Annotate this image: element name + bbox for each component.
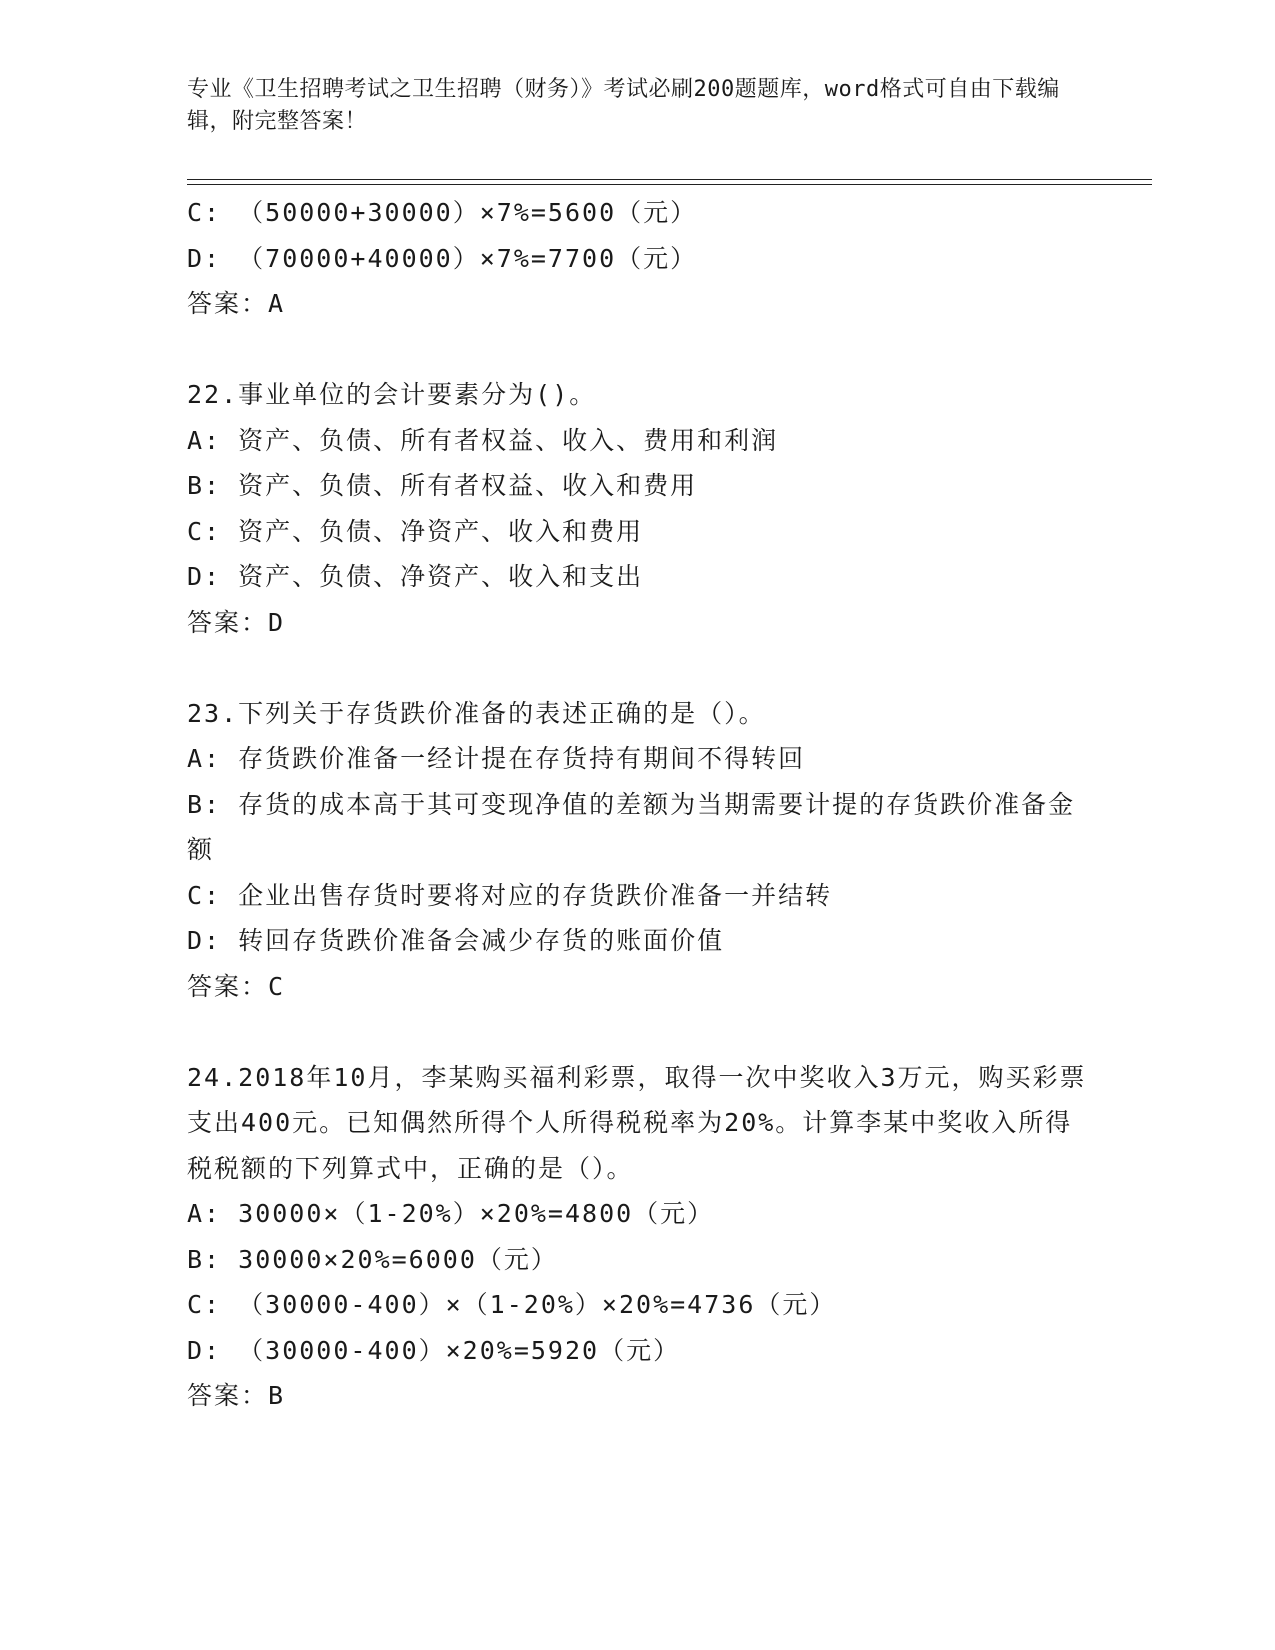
answer-line: 答案：A	[187, 289, 286, 318]
header-rule-bottom	[187, 184, 1152, 185]
option-a: A: 30000×（1-20%）×20%=4800（元）	[187, 1199, 715, 1228]
question-stem: 22.事业单位的会计要素分为()。	[187, 380, 597, 409]
answer-line: 答案：B	[187, 1381, 286, 1410]
option-b: B: 30000×20%=6000（元）	[187, 1244, 558, 1274]
question-stem: 24.2018年10月，李某购买福利彩票，取得一次中奖收入3万元，购买彩票支出400元。已知偶然所得个人所得税税率为20%。计算李某中奖收入所得税税额的下列算式中，正确的是（）。	[187, 1062, 1087, 1183]
question-22	[187, 372, 1087, 645]
option-c: C: 资产、负债、净资产、收入和费用	[187, 516, 644, 546]
option-d: D: 转回存货跌价准备会减少存货的账面价值	[187, 926, 725, 955]
question-23	[187, 691, 1087, 1010]
option-b: B: 存货的成本高于其可变现净值的差额为当期需要计提的存货跌价准备金额	[187, 789, 1076, 864]
option-b: B: 资产、负债、所有者权益、收入和费用	[187, 471, 698, 500]
document-body	[187, 190, 1087, 1419]
option-d: D: 资产、负债、净资产、收入和支出	[187, 562, 644, 591]
header-rule-top	[187, 179, 1152, 180]
option-a: A: 存货跌价准备一经计提在存货持有期间不得转回	[187, 744, 806, 773]
document-header: 专业《卫生招聘考试之卫生招聘（财务）》考试必刷200题题库，word格式可自由下载编辑，附完整答案！	[187, 77, 1060, 134]
question-stem: 23.下列关于存货跌价准备的表述正确的是（）。	[187, 698, 766, 728]
question-21-tail	[187, 190, 1087, 327]
option-c: C: 企业出售存货时要将对应的存货跌价准备一并结转	[187, 880, 833, 910]
option-d: D: （30000-400）×20%=5920（元）	[187, 1335, 681, 1365]
question-24	[187, 1055, 1087, 1419]
option-a: A: 资产、负债、所有者权益、收入、费用和利润	[187, 425, 779, 455]
answer-line: 答案：C	[187, 971, 286, 1001]
option-c: C: （30000-400）×（1-20%）×20%=4736（元）	[187, 1290, 837, 1319]
answer-line: 答案：D	[187, 607, 286, 637]
option-d: D: （70000+40000）×7%=7700（元）	[187, 243, 698, 273]
option-c: C: （50000+30000）×7%=5600（元）	[187, 198, 698, 227]
